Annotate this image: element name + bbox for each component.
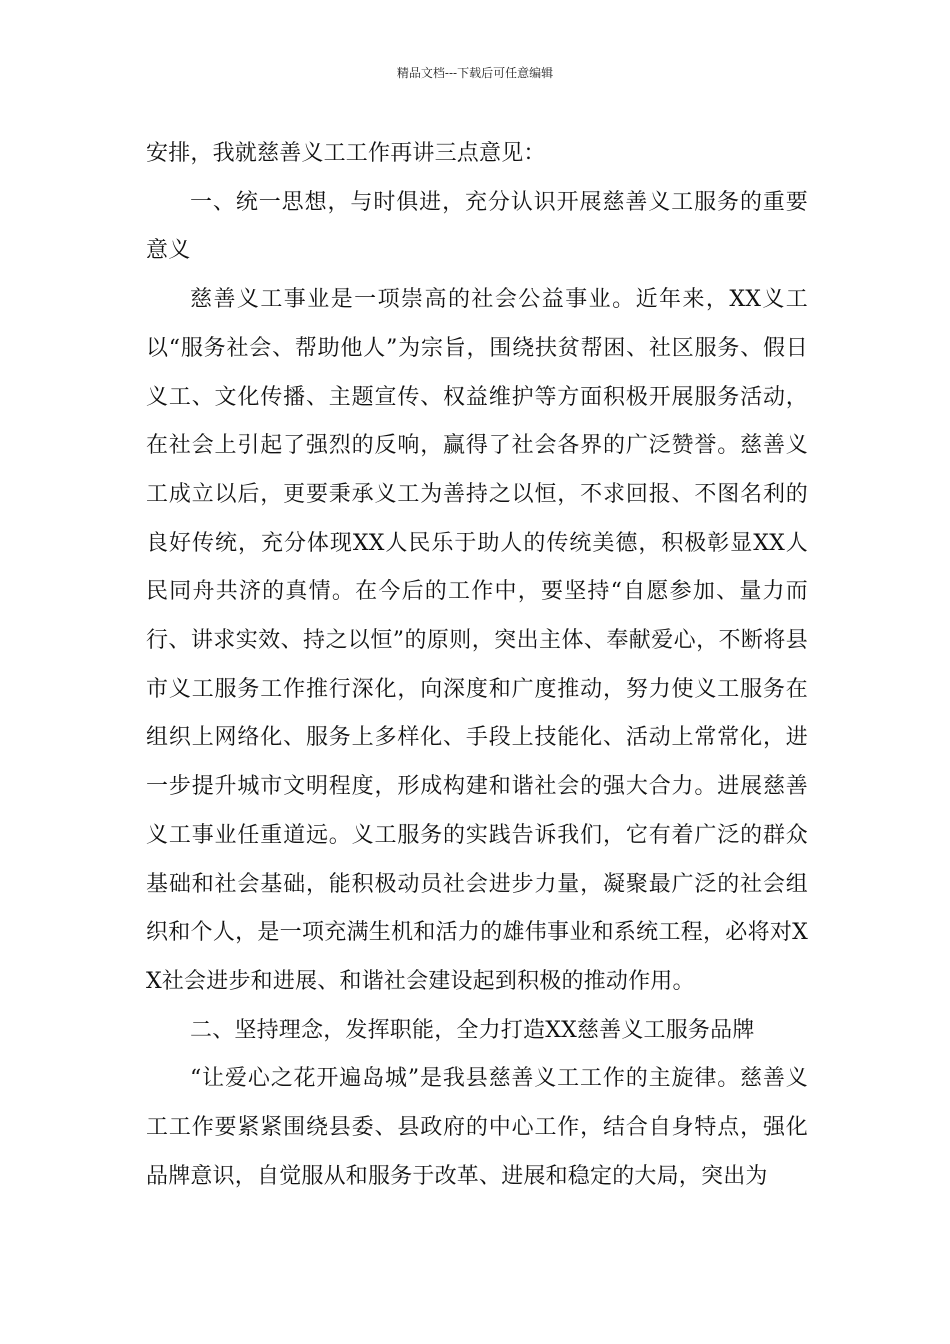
section-heading-1: 一、统一思想，与时俱进，充分认识开展慈善义工服务的重要意义 <box>146 189 808 264</box>
paragraph-body: 慈善义工事业是一项崇高的社会公益事业。近年来，XX义工以“服务社会、帮助他人”为宗旨，围绕扶贫帮困、社区服务、假日义工、文化传播、主题宣传、权益维护等方面积极开展服务活动，在社会上引起了强烈的反响，赢得了社会各界的广泛赞誉。慈善义工成立以后，更要秉承义工为善持之以恒，不求回报、不图名利的良好传统，充分体现XX人民乐于助人的传统美德，积极彰显XX人民同舟共济的真情。在今后的工作中，要坚持“自愿参加、量力而行、讲求实效、持之以恒”的原则，突出主体、奉献爱心，不断将县市义工服务工作推行深化，向深度和广度推动，努力使义工服务在组织上网络化、服务上多样化、手段上技能化、活动上常常化，进一步提升城市文明程度，形成构建和谐社会的强大合力。进展慈善义工事业任重道远。义工服务的实践告诉我们，它有着广泛的群众基础和社会基础，能积极动员社会进步力量，凝聚最广泛的社会组织和个人，是一项充满生机和活力的雄伟事业和系统工程，必将对XX社会进步和进展、和谐社会建设起到积极的推动作用。 <box>146 287 808 994</box>
section-heading-2: 二、坚持理念，发挥职能，全力打造XX慈善义工服务品牌 <box>190 1017 755 1043</box>
paragraph-body-2: “让爱心之花开遍岛城”是我县慈善义工工作的主旋律。慈善义工工作要紧紧围绕县委、县政府的中心工作，结合自身特点，强化品牌意识，自觉服从和服务于改革、进展和稳定的大局，突出为 <box>146 1066 808 1189</box>
paragraph-continuation: 安排，我就慈善义工工作再讲三点意见： <box>146 141 546 166</box>
page-header: 精品文档---下载后可任意编辑 <box>396 66 554 80</box>
document-body <box>146 130 808 1201</box>
